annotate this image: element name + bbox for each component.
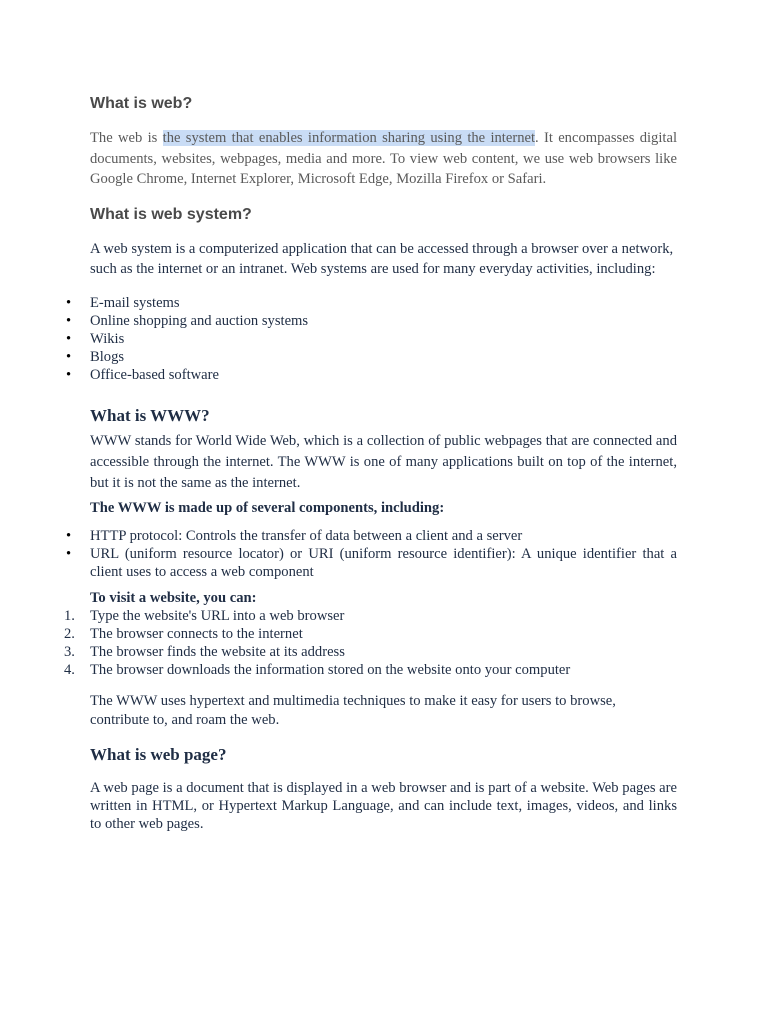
list-item: • Online shopping and auction systems: [90, 312, 677, 330]
heading-what-is-www: What is WWW?: [90, 405, 210, 425]
visit-steps-list: [64, 607, 677, 679]
web-text-rest: . It encompasses digital documents, websites, webpages, media and more. To view web content, we use web browsers like Google Chrome, Internet Explorer, Microsoft Edge, Mozilla Firefox or Safari.: [90, 130, 677, 187]
step-number: 3.: [64, 643, 75, 660]
list-item: • Blogs: [90, 348, 677, 366]
document-page: [64, 94, 677, 833]
paragraph-web-page: A web page is a document that is displayed in a web browser and is part of a website. Web pages are written in HTML, or Hypertext Markup Language, and can include text, images, videos, and links to other web pages.: [90, 779, 677, 832]
paragraph-web-system: A web system is a computerized application that can be accessed through a browser over a network, such as the internet or an intranet. Web systems are used for many everyday activities, including:: [90, 240, 674, 277]
step-number: 4.: [64, 661, 75, 678]
paragraph-web-definition: [90, 128, 677, 190]
list-item: • Office-based software: [90, 366, 677, 384]
components-label: The WWW is made up of several components, including:: [90, 499, 445, 516]
step-text: Type the website's URL into a web browser: [90, 607, 345, 624]
list-item: • HTTP protocol: Controls the transfer of data between a client and a server: [90, 527, 677, 545]
step-number: 1.: [64, 607, 75, 624]
web-system-examples-list: [90, 294, 677, 384]
list-item: • E-mail systems: [90, 294, 677, 312]
web-text-start: The web is: [90, 130, 163, 146]
www-components-list: [90, 527, 677, 581]
step-text: The browser finds the website at its address: [90, 643, 345, 660]
step-text: The browser connects to the internet: [90, 625, 303, 642]
paragraph-www-definition: WWW stands for World Wide Web, which is a collection of public webpages that are connected and accessible through the internet. The WWW is one of many applications built on top of the internet, but it is not the same as the internet.: [90, 432, 677, 491]
paragraph-www-closing: The WWW uses hypertext and multimedia techniques to make it easy for users to browse, contribute to, and roam the web.: [90, 692, 616, 728]
list-item: [64, 607, 677, 625]
heading-what-is-web-page: What is web page?: [90, 744, 227, 764]
list-item: [64, 661, 677, 679]
heading-what-is-web: What is web?: [90, 95, 193, 112]
step-number: 2.: [64, 625, 75, 642]
list-item: • URL (uniform resource locator) or URI (uniform resource identifier): A unique identifier that a client uses to access a web component: [90, 545, 677, 581]
list-item: [64, 625, 677, 643]
heading-what-is-web-system: What is web system?: [90, 205, 252, 223]
list-item: [64, 643, 677, 661]
step-text: The browser downloads the information stored on the website onto your computer: [90, 661, 571, 678]
highlighted-text: the system that enables information sharing using the internet: [162, 130, 536, 146]
list-item: • Wikis: [90, 330, 677, 348]
visit-label: To visit a website, you can:: [90, 589, 257, 606]
